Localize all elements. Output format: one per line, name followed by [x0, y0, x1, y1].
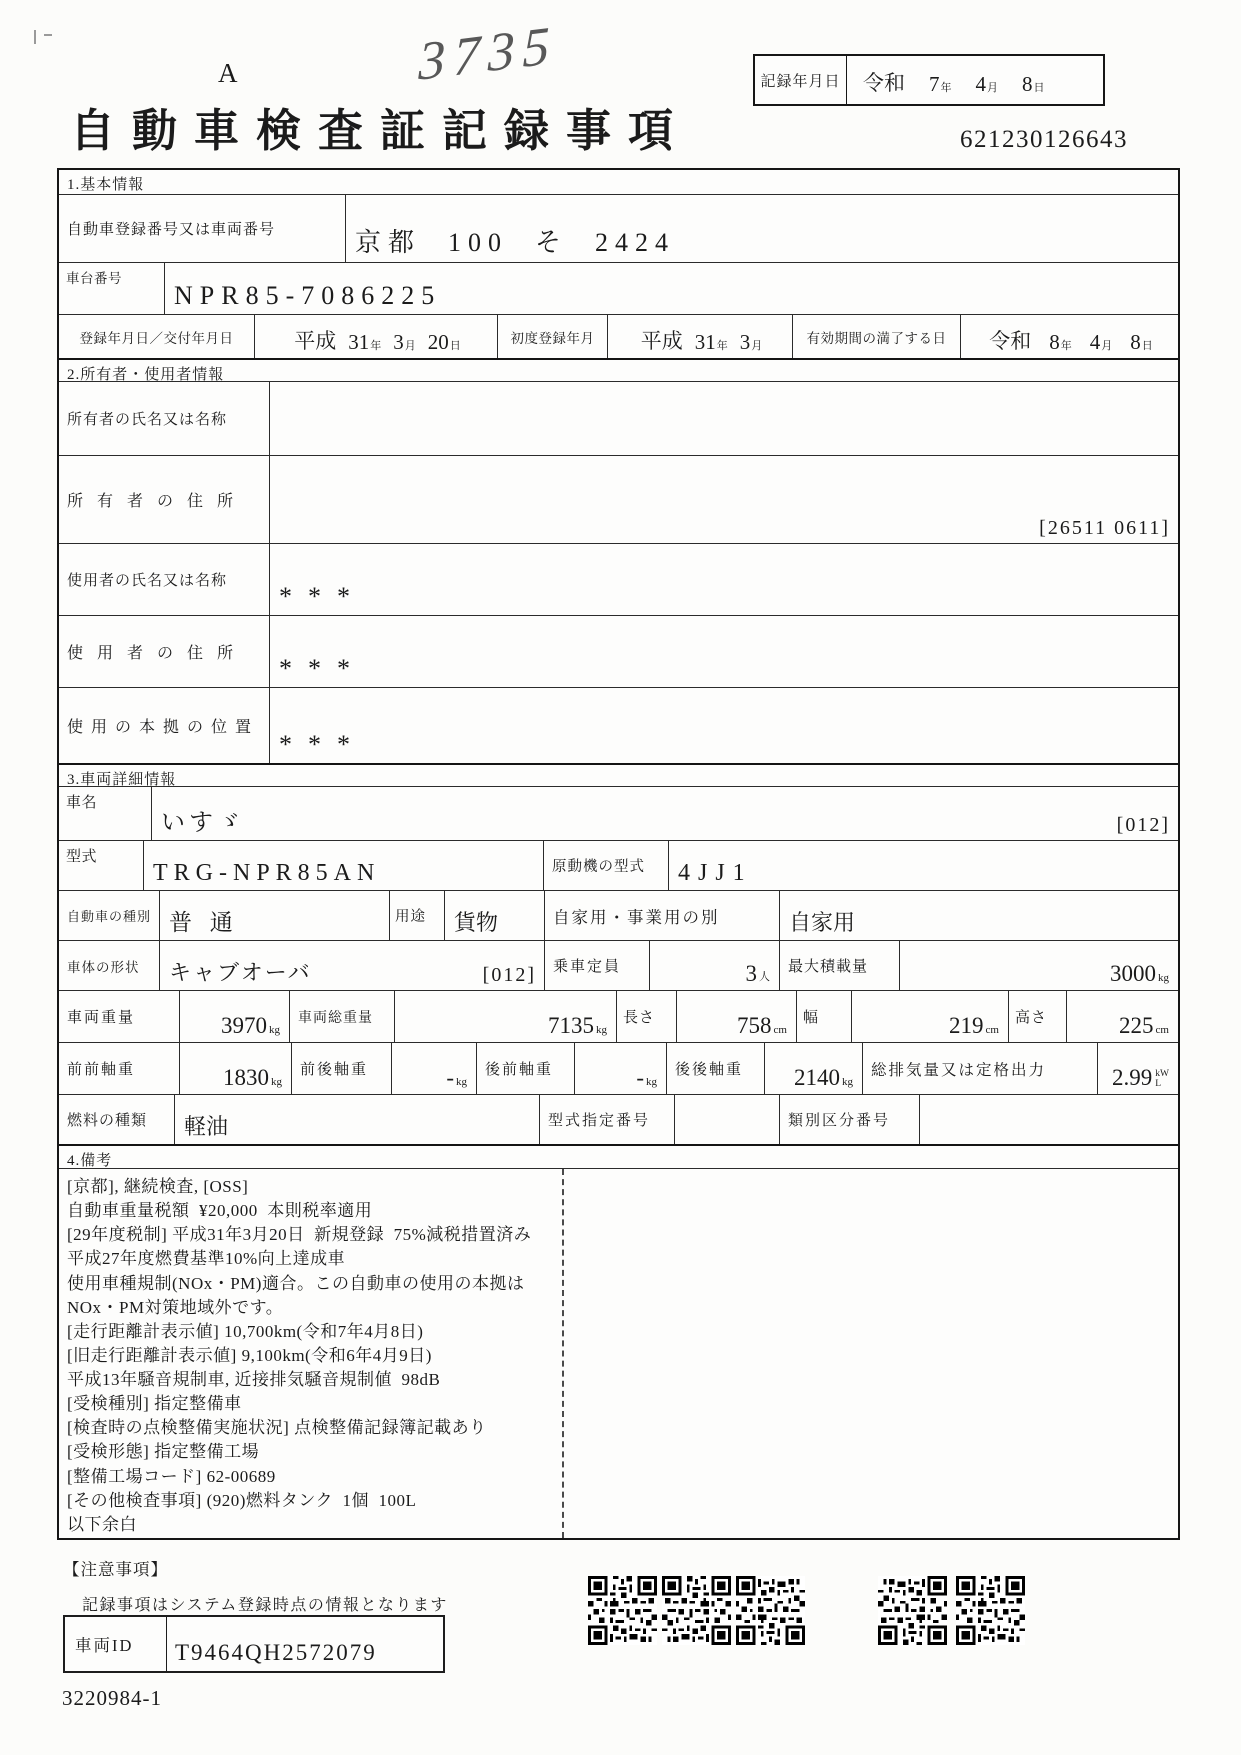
vehicle-id-box [63, 1615, 445, 1673]
chassis-number-value: NPR85-7086225 [164, 263, 1178, 314]
qr-code [956, 1576, 1025, 1645]
year-unit: 年 [940, 82, 952, 94]
front-front-axle-label: 前前軸重 [67, 1062, 136, 1078]
front-front-axle-value [179, 1043, 291, 1094]
chassis-number-row [59, 262, 1178, 314]
gross-weight-number: 7135 [548, 1013, 594, 1038]
remark-line: [旧走行距離計表示値] 9,100km(令和6年4月9日) [67, 1345, 432, 1365]
section4-header: 4.備考 [59, 1144, 1178, 1168]
car-name-value [151, 787, 1178, 840]
day-unit: 日 [449, 340, 461, 352]
section1-header: 1.基本情報 [67, 177, 145, 193]
gross-weight-unit: kg [596, 1024, 607, 1036]
registration-date-value [254, 315, 497, 358]
qr-code [736, 1576, 805, 1645]
remark-line: 使用車種規制(NOx・PM)適合。この自動車の使用の本拠はNOx・PM対策地域外です。 [67, 1273, 525, 1317]
height-label: 高さ [1008, 991, 1066, 1042]
remark-line: [京都], 継続検査, [OSS] [67, 1177, 249, 1196]
user-address-label: 使用者の住所 [67, 645, 248, 662]
certificate-table [57, 168, 1180, 1540]
fuel-type-label: 燃料の種類 [67, 1113, 148, 1129]
section2-header: 2.所有者・使用者情報 [59, 358, 1178, 381]
rear-rear-axle-value [764, 1043, 862, 1094]
max-load-unit: kg [1158, 972, 1169, 984]
notice-text: 記録事項はシステム登録時点の情報となります [82, 1597, 448, 1614]
body-shape-text: キャブオーバ [169, 960, 312, 985]
axle-weights-row [59, 1042, 1178, 1094]
record-date-label: 記録年月日 [755, 56, 847, 104]
width-label: 幅 [796, 991, 851, 1042]
month-unit: 月 [987, 82, 998, 94]
qr-code-group [878, 1576, 1025, 1645]
month-value: 4 [975, 72, 986, 96]
front-rear-axle-label: 前後軸重 [291, 1043, 391, 1094]
displacement-number: 2.99 [1112, 1065, 1153, 1090]
model-row [59, 840, 1178, 890]
owner-name-row [59, 381, 1178, 455]
remark-line: 自動車重量税額 ¥20,000 本則税率適用 [67, 1201, 373, 1221]
rear-rear-axle-unit: kg [842, 1076, 853, 1088]
owner-address-code: [26511 0611] [1039, 517, 1170, 539]
notice-header: 【注意事項】 [63, 1560, 168, 1579]
first-registration-value [607, 315, 792, 358]
height-number: 225 [1119, 1013, 1154, 1038]
vehicle-id-value: T9464QH2572079 [175, 1640, 377, 1665]
category-number-label: 類別区分番号 [779, 1095, 919, 1144]
base-location-label: 使用の本拠の位置 [67, 719, 260, 736]
vehicle-kind-label: 自動車の種別 [67, 909, 152, 924]
use-value: 貨物 [444, 891, 544, 940]
model-label: 型式 [66, 849, 98, 865]
max-load-number: 3000 [1110, 961, 1156, 986]
section3-header: 3.車両詳細情報 [59, 763, 1178, 786]
remark-line: [検査時の点検整備実施状況] 点検整備記録簿記載あり [67, 1418, 487, 1438]
engine-model-label: 原動機の型式 [543, 841, 668, 890]
month-value: 4 [1089, 330, 1101, 354]
user-address-row [59, 615, 1178, 687]
year-value: 31 [348, 330, 370, 354]
owner-address-value [269, 456, 1178, 543]
remark-line: 以下余白 [67, 1514, 137, 1534]
private-business-value: 自家用 [779, 891, 1178, 940]
displacement-value [1097, 1043, 1178, 1094]
rear-front-axle-unit: kg [646, 1076, 657, 1088]
displacement-label: 総排気量又は定格出力 [862, 1043, 1097, 1094]
engine-model-value: 4JJ1 [668, 841, 1178, 890]
front-rear-axle-number: - [446, 1065, 454, 1090]
body-shape-row [59, 940, 1178, 990]
corner-letter: A [218, 58, 238, 88]
year-value: 8 [1049, 330, 1060, 354]
month-value: 3 [393, 330, 404, 354]
rear-rear-axle-label: 後後軸重 [666, 1043, 764, 1094]
record-date-value [847, 56, 1103, 104]
car-name-code: [012] [1116, 814, 1170, 836]
registration-date-label: 登録年月日／交付年月日 [79, 330, 234, 346]
length-unit: cm [773, 1024, 787, 1036]
year-value: 7 [929, 72, 940, 96]
registration-number-row [59, 194, 1178, 262]
chassis-number-label: 車台番号 [66, 271, 122, 286]
displacement-unit [1152, 1070, 1169, 1091]
month-unit: 月 [404, 340, 416, 352]
month-unit: 月 [751, 340, 763, 352]
document-number: 621230126643 [960, 126, 1128, 153]
scan-artifact [44, 34, 52, 36]
qr-code-group [588, 1576, 805, 1645]
use-label: 用途 [389, 891, 444, 940]
owner-address-label: 所有者の住所 [67, 493, 248, 510]
user-address-value: *** [269, 616, 1178, 687]
front-rear-axle-unit: kg [456, 1076, 467, 1088]
front-front-axle-number: 1830 [223, 1065, 269, 1090]
gross-weight-label: 車両総重量 [289, 991, 394, 1042]
owner-name-label: 所有者の氏名又は名称 [67, 412, 228, 428]
user-name-label: 使用者の氏名又は名称 [67, 573, 228, 589]
height-unit: cm [1155, 1024, 1169, 1036]
year-value: 31 [694, 330, 716, 354]
remark-line: 平成27年度燃費基準10%向上達成車 [67, 1249, 346, 1269]
gross-weight-value [394, 991, 616, 1042]
car-name-label: 車名 [66, 795, 98, 811]
month-unit: 月 [1101, 340, 1113, 352]
qr-code [662, 1576, 731, 1645]
body-shape-value [159, 941, 544, 990]
model-value: TRG-NPR85AN [143, 841, 543, 890]
height-value [1066, 991, 1178, 1042]
qr-code [878, 1576, 947, 1645]
capacity-number: 3 [745, 961, 757, 986]
liter-unit: L [1155, 1079, 1162, 1090]
vehicle-kind-value: 普 通 [159, 891, 389, 940]
fuel-type-value: 軽油 [174, 1095, 539, 1144]
remark-line: [受検種別] 指定整備車 [67, 1394, 242, 1414]
year-unit: 年 [716, 340, 728, 352]
width-number: 219 [949, 1013, 984, 1038]
body-shape-code: [012] [482, 964, 536, 986]
remarks-box [59, 1168, 1178, 1538]
remark-line: [その他検査事項] (920)燃料タンク 1個 100L [67, 1490, 417, 1510]
owner-address-row [59, 455, 1178, 543]
base-location-value: *** [269, 688, 1178, 763]
body-shape-label: 車体の形状 [67, 959, 140, 975]
fuel-row [59, 1094, 1178, 1144]
remark-line: [29年度税制] 平成31年3月20日 新規登録 75%減税措置済み [67, 1225, 532, 1245]
remarks-text [59, 1169, 551, 1538]
private-business-label: 自家用・事業用の別 [544, 891, 779, 940]
day-unit: 日 [1141, 340, 1153, 352]
era-text: 平成 [294, 329, 337, 353]
max-load-label: 最大積載量 [779, 941, 899, 990]
era-text: 令和 [863, 71, 905, 95]
length-label: 長さ [616, 991, 676, 1042]
length-value [676, 991, 796, 1042]
user-name-value: *** [269, 544, 1178, 615]
remark-line: 平成13年騒音規制車, 近接排気騒音規制値 98dB [67, 1370, 441, 1389]
rear-front-axle-value [574, 1043, 666, 1094]
dates-row [59, 314, 1178, 358]
qr-code [588, 1576, 657, 1645]
record-date-box [753, 54, 1105, 106]
user-name-row [59, 543, 1178, 615]
registration-number-label: 自動車登録番号又は車両番号 [67, 222, 276, 238]
capacity-value [649, 941, 779, 990]
day-value: 8 [1022, 72, 1033, 96]
era-text: 平成 [640, 329, 683, 353]
day-value: 20 [427, 330, 449, 354]
registration-number-value: 京都 100 そ 2424 [345, 195, 1178, 262]
width-value [851, 991, 1008, 1042]
rear-rear-axle-number: 2140 [794, 1065, 840, 1090]
type-designation-value [674, 1095, 779, 1144]
front-front-axle-unit: kg [271, 1076, 282, 1088]
scan-artifact [34, 30, 36, 44]
remarks-divider [562, 1169, 564, 1538]
length-number: 758 [737, 1013, 772, 1038]
type-designation-label: 型式指定番号 [539, 1095, 674, 1144]
year-unit: 年 [370, 340, 382, 352]
capacity-label: 乗車定員 [544, 941, 649, 990]
max-load-value [899, 941, 1178, 990]
remark-line: [受検形態] 指定整備工場 [67, 1442, 260, 1462]
kw-unit: kW [1155, 1069, 1169, 1080]
width-unit: cm [985, 1024, 999, 1036]
weights-dimensions-row [59, 990, 1178, 1042]
day-unit: 日 [1033, 82, 1045, 94]
vehicle-kind-row [59, 890, 1178, 940]
expiry-date-label: 有効期間の満了する日 [792, 315, 960, 358]
era-text: 令和 [989, 329, 1032, 353]
vehicle-weight-label: 車両重量 [67, 1010, 136, 1026]
day-value: 8 [1130, 330, 1141, 354]
vehicle-weight-number: 3970 [221, 1013, 267, 1038]
page-title: 自動車検査証記録事項 [70, 106, 691, 156]
capacity-unit: 人 [759, 971, 770, 983]
rear-front-axle-number: - [636, 1065, 644, 1090]
owner-name-value [269, 382, 1178, 455]
base-location-row [59, 687, 1178, 763]
vehicle-id-label: 車両ID [65, 1617, 167, 1671]
vehicle-weight-unit: kg [269, 1024, 280, 1036]
car-name-row [59, 786, 1178, 840]
front-rear-axle-value [391, 1043, 476, 1094]
remark-line: [整備工場コード] 62-00689 [67, 1466, 276, 1486]
month-value: 3 [739, 330, 751, 354]
category-number-value [919, 1095, 1178, 1144]
expiry-date-value [960, 315, 1178, 358]
form-number: 3220984-1 [62, 1686, 162, 1710]
remark-line: [走行距離計表示値] 10,700km(令和7年4月8日) [67, 1321, 424, 1341]
car-name-text: いすゞ [161, 810, 245, 836]
rear-front-axle-label: 後前軸重 [476, 1043, 574, 1094]
vehicle-weight-value [179, 991, 289, 1042]
first-registration-label: 初度登録年月 [497, 315, 607, 358]
year-unit: 年 [1060, 340, 1072, 352]
handwritten-number: 3735 [417, 14, 559, 92]
